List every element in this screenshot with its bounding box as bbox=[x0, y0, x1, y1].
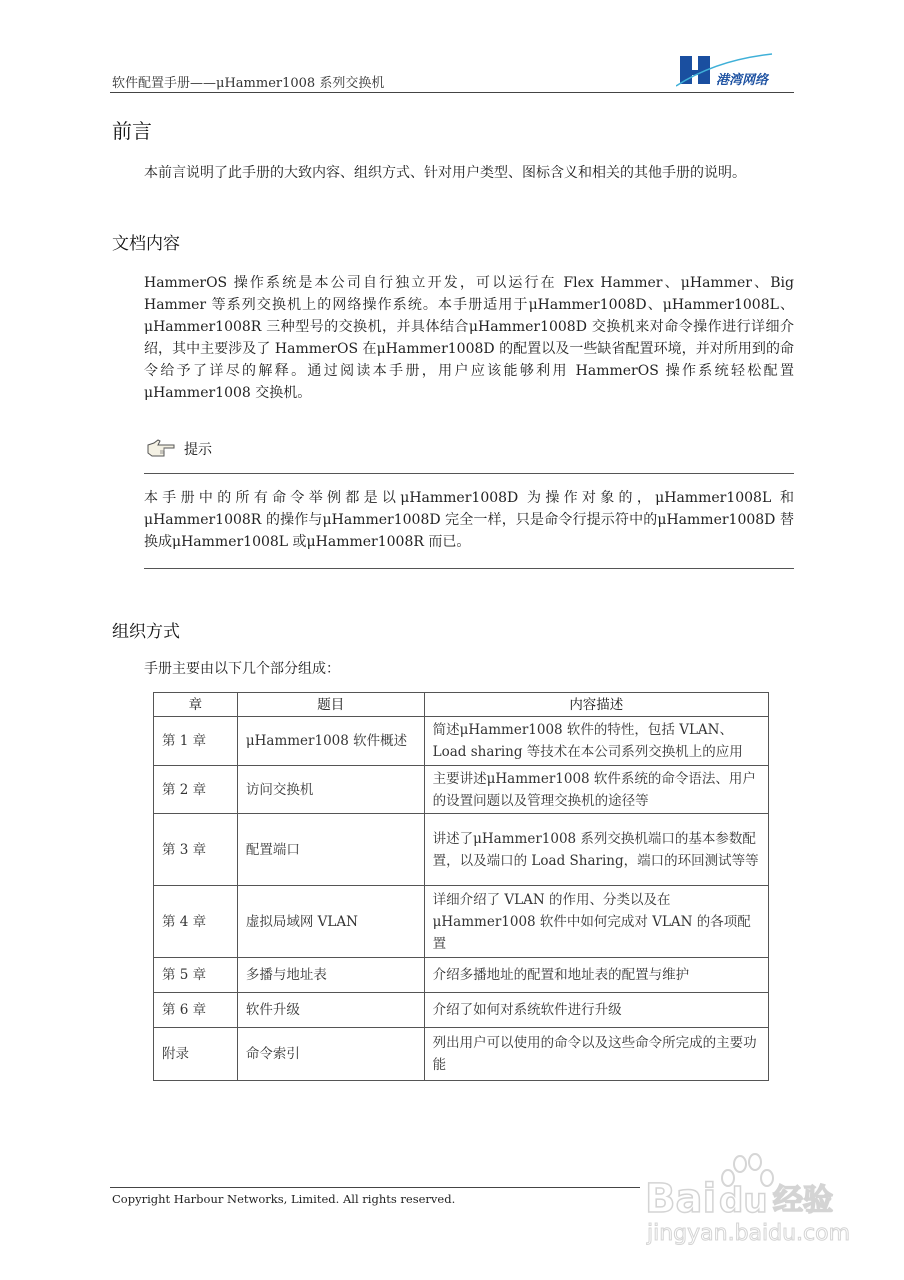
header-title: 软件配置手册——μHammer1008 系列交换机 bbox=[112, 76, 385, 91]
desc-cell: 介绍多播地址的配置和地址表的配置与维护 bbox=[424, 958, 768, 993]
desc-cell: 介绍了如何对系统软件进行升级 bbox=[424, 993, 768, 1028]
title-cell: 软件升级 bbox=[237, 993, 424, 1028]
table-row bbox=[154, 717, 769, 766]
table-header-row bbox=[154, 693, 769, 717]
title-cell: 命令索引 bbox=[237, 1028, 424, 1081]
chapter-cell: 第 6 章 bbox=[154, 993, 238, 1028]
svg-text:港湾网络: 港湾网络 bbox=[716, 73, 769, 88]
table-header-cell: 内容描述 bbox=[424, 693, 768, 717]
svg-text:经验: 经验 bbox=[773, 1183, 833, 1218]
tip-paragraph: 本手册中的所有命令举例都是以μHammer1008D 为操作对象的，μHammer1008L 和μHammer1008R 的操作与μHammer1008D 完全一样，只是命令行提示符中的μHammer1008D 替换成μHammer1008L 或μHammer1008R 而已。 bbox=[144, 490, 794, 550]
desc-cell: 列出用户可以使用的命令以及这些命令所完成的主要功能 bbox=[424, 1028, 768, 1081]
organization-intro: 手册主要由以下几个部分组成： bbox=[144, 661, 340, 677]
desc-cell: 讲述了μHammer1008 系列交换机端口的基本参数配置，以及端口的 Load Sharing，端口的环回测试等等 bbox=[424, 814, 768, 886]
svg-text:Bai: Bai bbox=[645, 1176, 717, 1222]
header-divider bbox=[110, 92, 794, 93]
desc-cell: 详细介绍了 VLAN 的作用、分类以及在μHammer1008 软件中如何完成对 VLAN 的各项配置 bbox=[424, 886, 768, 958]
table-header-cell: 题目 bbox=[237, 693, 424, 717]
footer-copyright: Copyright Harbour Networks, Limited. All rights reserved. bbox=[112, 1192, 456, 1206]
chapter-table bbox=[153, 692, 769, 1081]
svg-text:jingyan.baidu.com: jingyan.baidu.com bbox=[647, 1221, 851, 1246]
baidu-watermark bbox=[645, 1150, 855, 1260]
title-cell: 多播与地址表 bbox=[237, 958, 424, 993]
title-cell: 虚拟局域网 VLAN bbox=[237, 886, 424, 958]
chapter-cell: 第 2 章 bbox=[154, 766, 238, 814]
chapter-cell: 附录 bbox=[154, 1028, 238, 1081]
title-cell: 访问交换机 bbox=[237, 766, 424, 814]
table-row bbox=[154, 1028, 769, 1081]
footer-divider bbox=[110, 1187, 640, 1188]
content-heading: 文档内容 bbox=[112, 234, 180, 254]
title-cell: μHammer1008 软件概述 bbox=[237, 717, 424, 766]
desc-cell: 简述μHammer1008 软件的特性，包括 VLAN、Load sharing 等技术在本公司系列交换机上的应用 bbox=[424, 717, 768, 766]
company-logo bbox=[676, 52, 794, 92]
chapter-cell: 第 5 章 bbox=[154, 958, 238, 993]
tip-bottom-divider bbox=[144, 568, 794, 569]
organization-heading: 组织方式 bbox=[112, 622, 180, 642]
svg-text:du: du bbox=[719, 1181, 768, 1221]
chapter-cell: 第 1 章 bbox=[154, 717, 238, 766]
pointing-hand-icon bbox=[146, 439, 176, 459]
tip-header bbox=[146, 436, 212, 462]
table-row bbox=[154, 886, 769, 958]
chapter-cell: 第 4 章 bbox=[154, 886, 238, 958]
table-row bbox=[154, 766, 769, 814]
desc-cell: 主要讲述μHammer1008 软件系统的命令语法、用户的设置问题以及管理交换机的途径等 bbox=[424, 766, 768, 814]
tip-top-divider bbox=[144, 473, 794, 474]
content-paragraph: HammerOS 操作系统是本公司自行独立开发，可以运行在 Flex Hammer、μHammer、Big Hammer 等系列交换机上的网络操作系统。本手册适用于μHammer1008D、μHammer1008L、μHammer1008R 三种型号的交换机，并具体结合μHammer1008D 交换机来对命令操作进行详细介绍，其中主要涉及了 HammerOS 在μHammer1008D 的配置以及一些缺省配置环境，并对所用到的命令给予了详尽的解释。通过阅读本手册，用户应该能够利用 HammerOS 操作系统轻松配置μHammer1008 交换机。 bbox=[144, 275, 794, 401]
preface-paragraph: 本前言说明了此手册的大致内容、组织方式、针对用户类型、图标含义和相关的其他手册的说明。 bbox=[144, 165, 746, 181]
title-cell: 配置端口 bbox=[237, 814, 424, 886]
table-header-cell: 章 bbox=[154, 693, 238, 717]
chapter-cell: 第 3 章 bbox=[154, 814, 238, 886]
table-row bbox=[154, 814, 769, 886]
preface-heading: 前言 bbox=[112, 119, 152, 143]
table-row bbox=[154, 993, 769, 1028]
table-row bbox=[154, 958, 769, 993]
tip-label: 提示 bbox=[184, 442, 212, 458]
